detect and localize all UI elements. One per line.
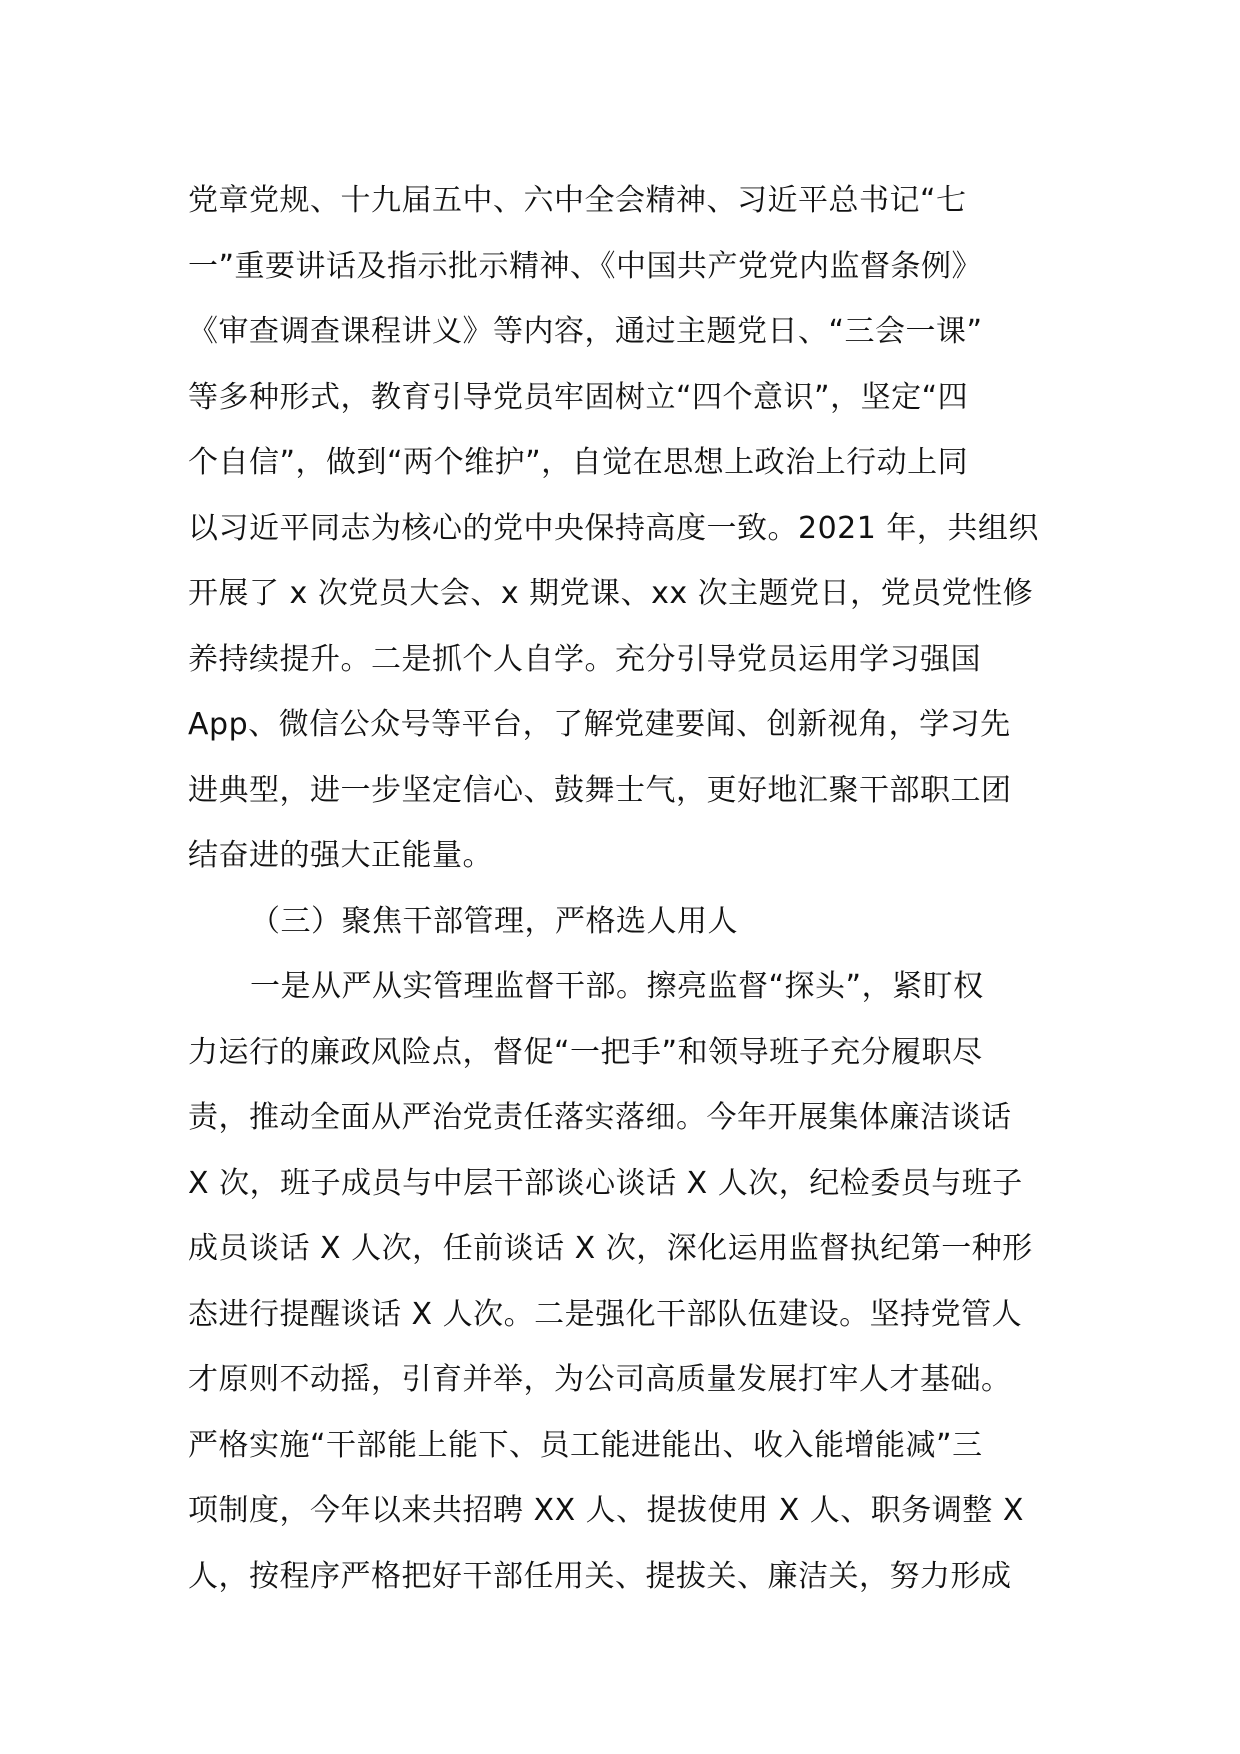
paragraph-line: 责，推动全面从严治党责任落实落细。今年开展集体廉洁谈话 [188,1100,1012,1135]
paragraph-line: 人，按程序严格把好干部任用关、提拔关、廉洁关，努力形成 [188,1558,1012,1594]
paragraph-line: 成员谈话 X 人次，任前谈话 X 次，深化运用监督执纪第一种形 [188,1231,1033,1266]
paragraph-line: 以习近平同志为核心的党中央保持高度一致。2021 年，共组织 [188,510,1039,546]
paragraph-line: X 次，班子成员与中层干部谈心谈话 X 人次，纪检委员与班子 [188,1165,1023,1201]
paragraph-line: 养持续提升。二是抓个人自学。充分引导党员运用学习强国 [188,641,981,677]
paragraph-line: 《审查调查课程讲义》等内容，通过主题党日、“三会一课” [188,314,983,349]
paragraph-line: 开展了 x 次党员大会、x 期党课、xx 次主题党日，党员党性修 [188,576,1034,611]
paragraph-line: 项制度，今年以来共招聘 XX 人、提拔使用 X 人、职务调整 X [188,1493,1024,1528]
paragraph-line: 一是从严从实管理监督干部。擦亮监督“探头”，紧盯权 [250,969,984,1004]
section-heading: （三）聚焦干部管理，严格选人用人 [250,903,738,939]
paragraph-line: 党章党规、十九届五中、六中全会精神、习近平总书记“七 [188,183,967,218]
paragraph-line: 个自信”，做到“两个维护”，自觉在思想上政治上行动上同 [188,445,969,480]
paragraph-line: 严格实施“干部能上能下、员工能进能出、收入能增能减”三 [188,1427,983,1463]
paragraph-line: App、微信公众号等平台，了解党建要闻、创新视角，学习先 [188,707,1011,742]
paragraph-line: 态进行提醒谈话 X 人次。二是强化干部队伍建设。坚持党管人 [188,1296,1023,1332]
paragraph-line: 结奋进的强大正能量。 [188,838,493,873]
paragraph-line: 进典型，进一步坚定信心、鼓舞士气，更好地汇聚干部职工团 [188,772,1012,808]
paragraph-line: 力运行的廉政风险点，督促“一把手”和领导班子充分履职尽 [188,1034,983,1070]
paragraph-line: 等多种形式，教育引导党员牢固树立“四个意识”，坚定“四 [188,379,969,415]
paragraph-line: 才原则不动摇，引育并举，为公司高质量发展打牢人才基础。 [188,1362,1012,1397]
paragraph-line: 一”重要讲话及指示批示精神、《中国共产党党内监督条例》 [188,248,983,284]
document-body [188,168,1058,1609]
